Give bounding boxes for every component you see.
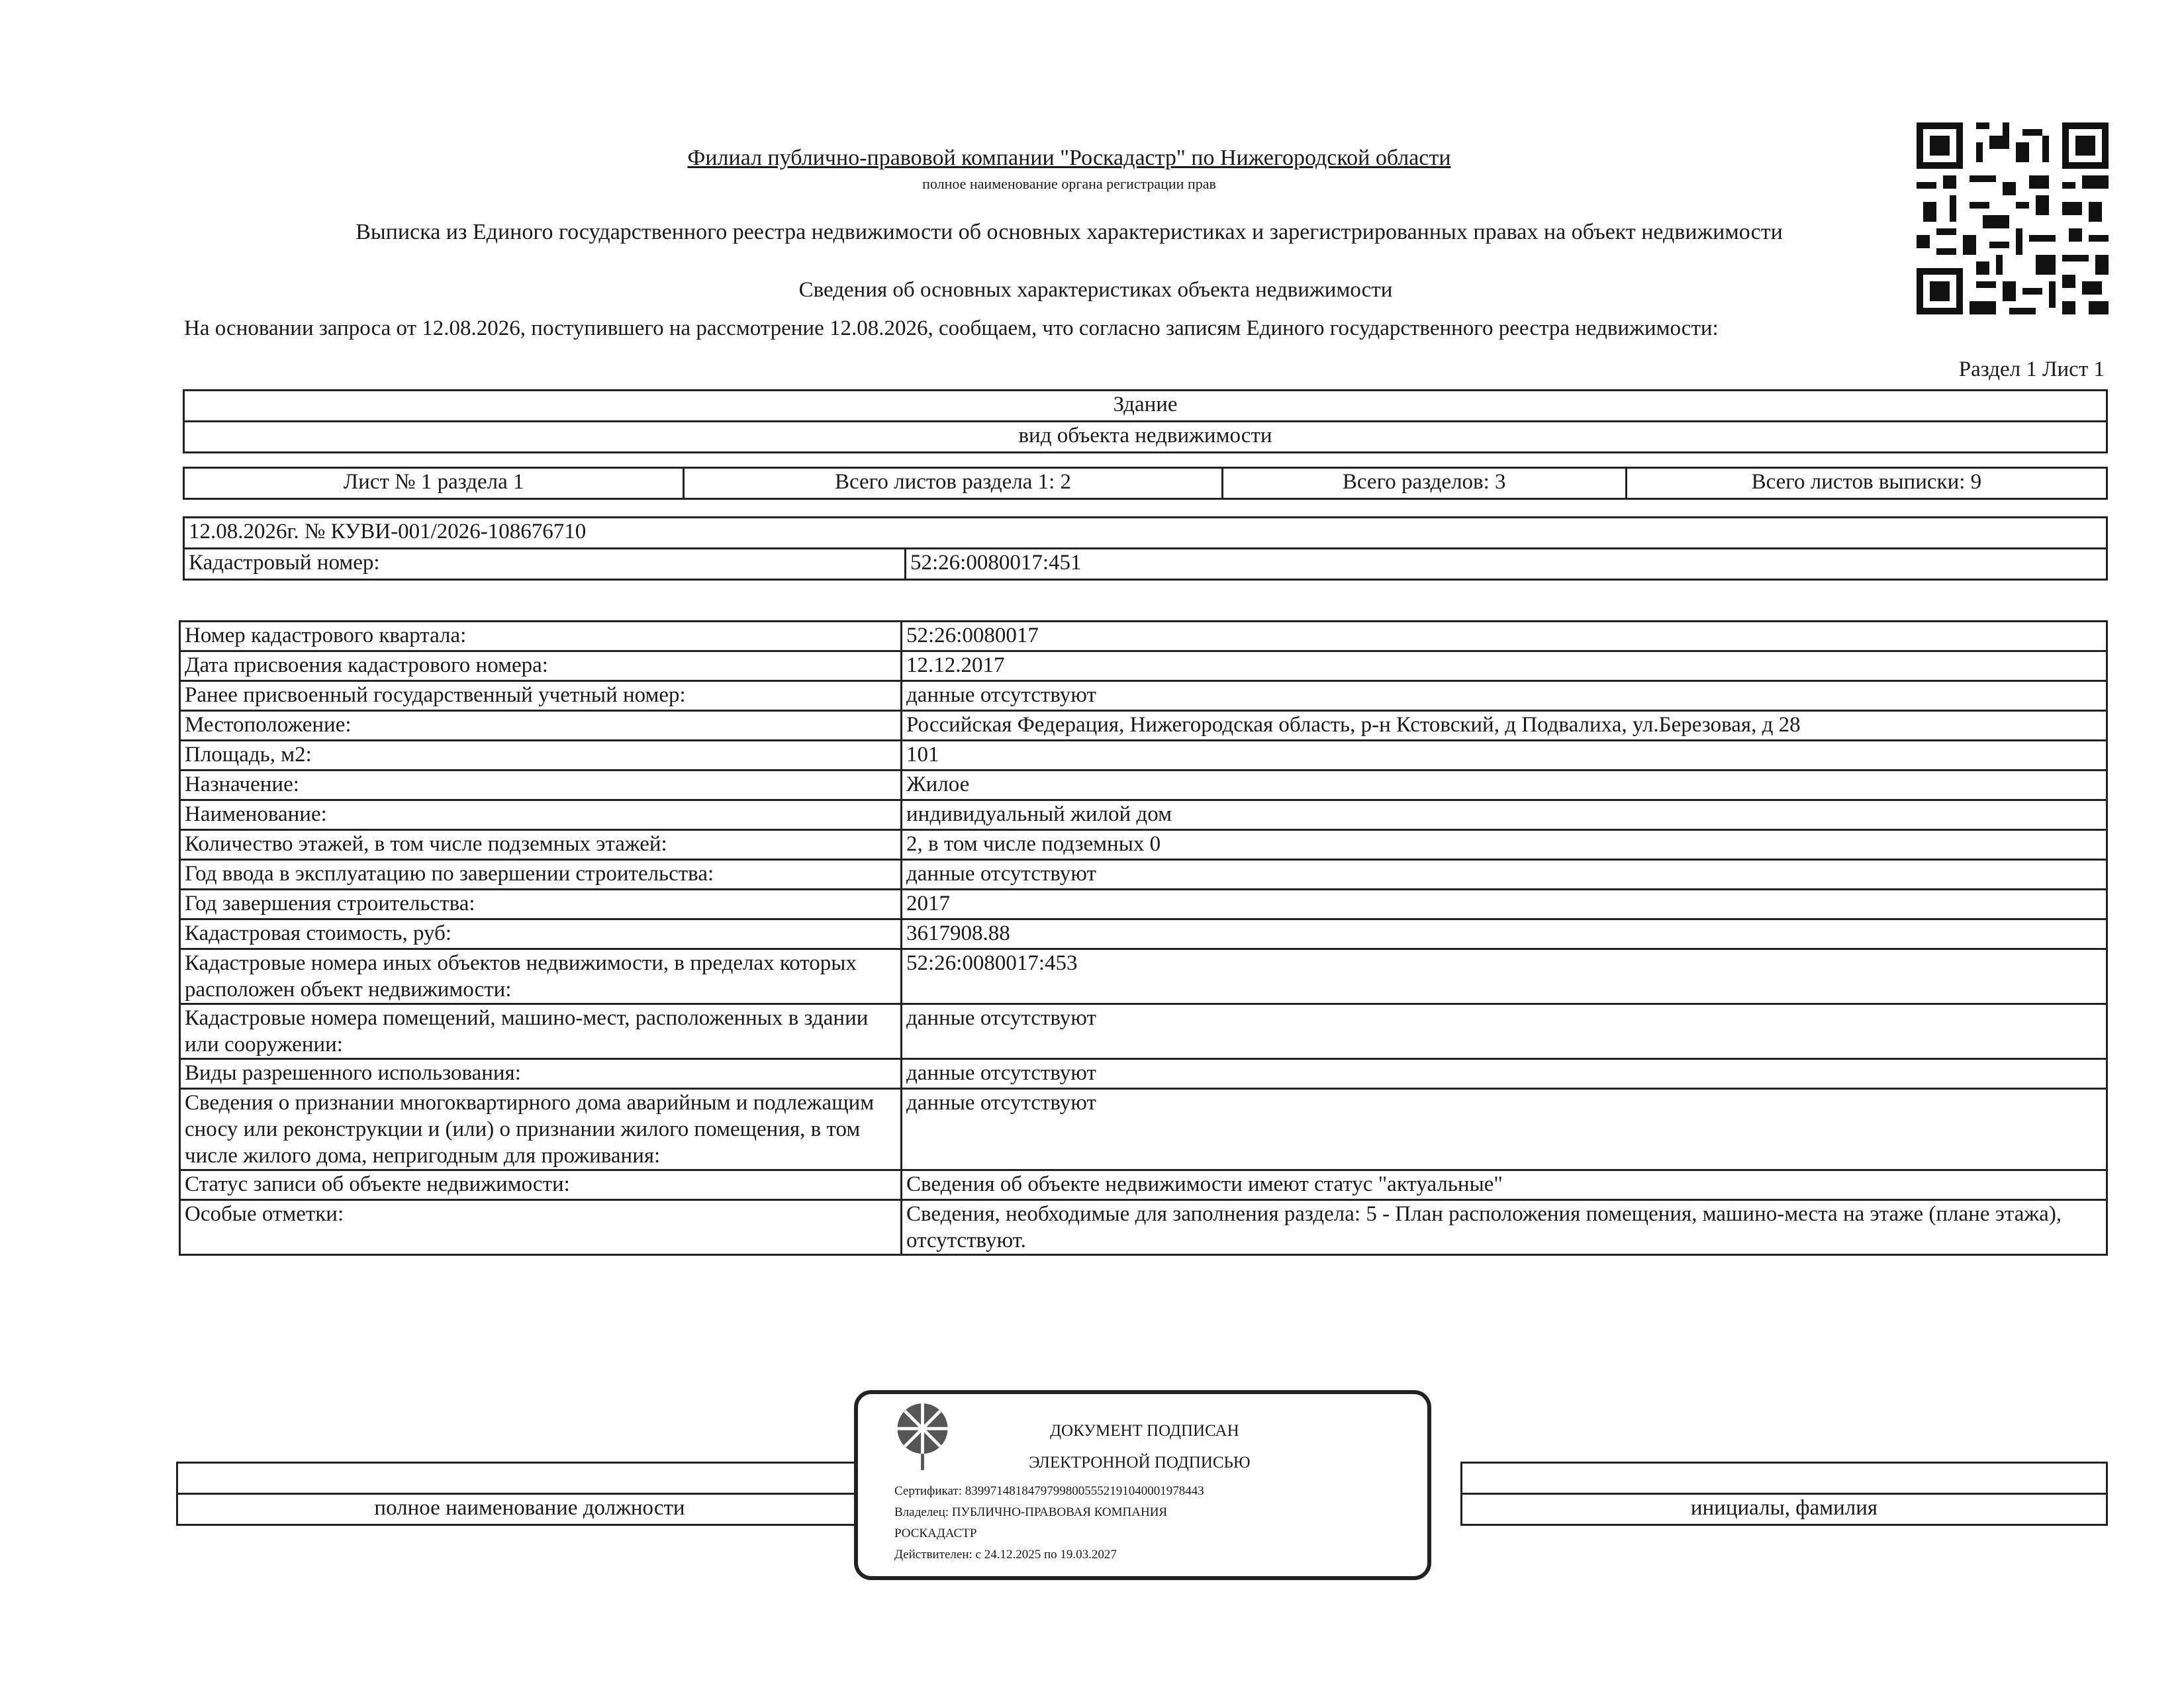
document-subtitle: Сведения об основных характеристиках объекта недвижимости (798, 278, 1393, 302)
rosreestr-logo-icon (891, 1402, 954, 1472)
row-label: Площадь, м2: (180, 741, 902, 771)
document-title: Выписка из Единого государственного реестра недвижимости об основных характеристиках и зарегистрированных правах на объект недвижимости (356, 220, 1783, 244)
row-value: данные отсутствуют (902, 1004, 2107, 1059)
cadastral-number-label: Кадастровый номер: (184, 549, 906, 580)
row-label: Ранее присвоенный государственный учетный номер: (180, 681, 902, 711)
section-reference: Раздел 1 Лист 1 (1958, 357, 2105, 381)
table-row (180, 860, 2107, 890)
row-label: Статус записи об объекте недвижимости: (180, 1170, 902, 1200)
cadastral-number-value: 52:26:0080017:451 (906, 549, 2107, 580)
row-label: Местоположение: (180, 711, 902, 741)
row-label: Сведения о признании многоквартирного дома аварийным и подлежащим сносу или реконструкции и (или) о признании жилого помещения, в том числе жилого дома, непригодным для проживания: (180, 1089, 902, 1170)
object-type-caption: вид объекта недвижимости (184, 422, 2107, 453)
row-value: Сведения об объекте недвижимости имеют статус "актуальные" (902, 1170, 2107, 1200)
row-value: 52:26:0080017:453 (902, 949, 2107, 1004)
table-row (180, 651, 2107, 681)
row-label: Кадастровые номера иных объектов недвижимости, в пределах которых расположен объект недвижимости: (180, 949, 902, 1004)
sheets-table (183, 467, 2108, 500)
row-value: 12.12.2017 (902, 651, 2107, 681)
table-row (180, 1089, 2107, 1170)
stamp-owner: Владелец: ПУБЛИЧНО-ПРАВОВАЯ КОМПАНИЯ (894, 1505, 1168, 1519)
row-value: данные отсутствуют (902, 860, 2107, 890)
document-number: 12.08.2026г. № КУВИ-001/2026-108676710 (184, 518, 2107, 549)
row-label: Кадастровая стоимость, руб: (180, 919, 902, 949)
table-row (180, 890, 2107, 919)
table-row (180, 711, 2107, 741)
stamp-owner-name: РОСКАДАСТР (894, 1526, 977, 1540)
organization-name: Филиал публично-правовой компании "Роскадастр" по Нижегородской области (687, 146, 1451, 170)
row-label: Год завершения строительства: (180, 890, 902, 919)
position-caption: полное наименование должности (177, 1494, 882, 1525)
table-row (180, 800, 2107, 830)
table-row (180, 949, 2107, 1004)
object-type: Здание (184, 391, 2107, 422)
row-label: Наименование: (180, 800, 902, 830)
stamp-line-1: ДОКУМЕНТ ПОДПИСАН (1050, 1422, 1239, 1440)
row-value: данные отсутствуют (902, 1089, 2107, 1170)
row-label: Дата присвоения кадастрового номера: (180, 651, 902, 681)
row-value: индивидуальный жилой дом (902, 800, 2107, 830)
section-sheets-total: Всего листов раздела 1: 2 (684, 468, 1222, 499)
table-row (180, 919, 2107, 949)
electronic-signature-stamp (854, 1390, 1431, 1580)
intro-text: На основании запроса от 12.08.2026, поступившего на рассмотрение 12.08.2026, сообщаем, что согласно записям Единого государственного реестра недвижимости: (184, 316, 1719, 340)
table-row (180, 741, 2107, 771)
row-value: данные отсутствуют (902, 681, 2107, 711)
row-value: 3617908.88 (902, 919, 2107, 949)
sections-total: Всего разделов: 3 (1222, 468, 1626, 499)
table-row (180, 771, 2107, 800)
row-label: Особые отметки: (180, 1200, 902, 1255)
row-label: Номер кадастрового квартала: (180, 622, 902, 651)
table-row (180, 681, 2107, 711)
row-value: 101 (902, 741, 2107, 771)
row-value: Сведения, необходимые для заполнения раздела: 5 - План расположения помещения, машино-места на этаже (плане этажа), отсутствуют. (902, 1200, 2107, 1255)
stamp-certificate: Сертификат: 8399714818479799800555219104000197844З (894, 1484, 1204, 1498)
row-value: 52:26:0080017 (902, 622, 2107, 651)
table-row (180, 1170, 2107, 1200)
characteristics-table (179, 620, 2108, 1256)
row-label: Количество этажей, в том числе подземных этажей: (180, 830, 902, 860)
table-row (180, 1200, 2107, 1255)
row-label: Кадастровые номера помещений, машино-мест, расположенных в здании или сооружении: (180, 1004, 902, 1059)
document-number-table (183, 516, 2108, 581)
row-value: Российская Федерация, Нижегородская область, р-н Кстовский, д Подвалиха, ул.Березовая, д 28 (902, 711, 2107, 741)
stamp-line-2: ЭЛЕКТРОННОЙ ПОДПИСЬЮ (1029, 1454, 1251, 1472)
table-row (180, 622, 2107, 651)
qr-code-icon (1917, 122, 2109, 314)
object-type-table (183, 389, 2108, 453)
extract-sheets-total: Всего листов выписки: 9 (1626, 468, 2107, 499)
row-label: Назначение: (180, 771, 902, 800)
table-row (180, 1004, 2107, 1059)
row-label: Виды разрешенного использования: (180, 1059, 902, 1089)
stamp-validity: Действителен: с 24.12.2025 по 19.03.2027 (894, 1548, 1117, 1562)
row-value: данные отсутствуют (902, 1059, 2107, 1089)
row-label: Год ввода в эксплуатацию по завершении строительства: (180, 860, 902, 890)
table-row (180, 830, 2107, 860)
table-row (180, 1059, 2107, 1089)
name-caption: инициалы, фамилия (1462, 1494, 2107, 1525)
row-value: Жилое (902, 771, 2107, 800)
organization-caption: полное наименование органа регистрации прав (922, 175, 1216, 192)
sheet-number: Лист № 1 раздела 1 (184, 468, 684, 499)
row-value: 2017 (902, 890, 2107, 919)
row-value: 2, в том числе подземных 0 (902, 830, 2107, 860)
